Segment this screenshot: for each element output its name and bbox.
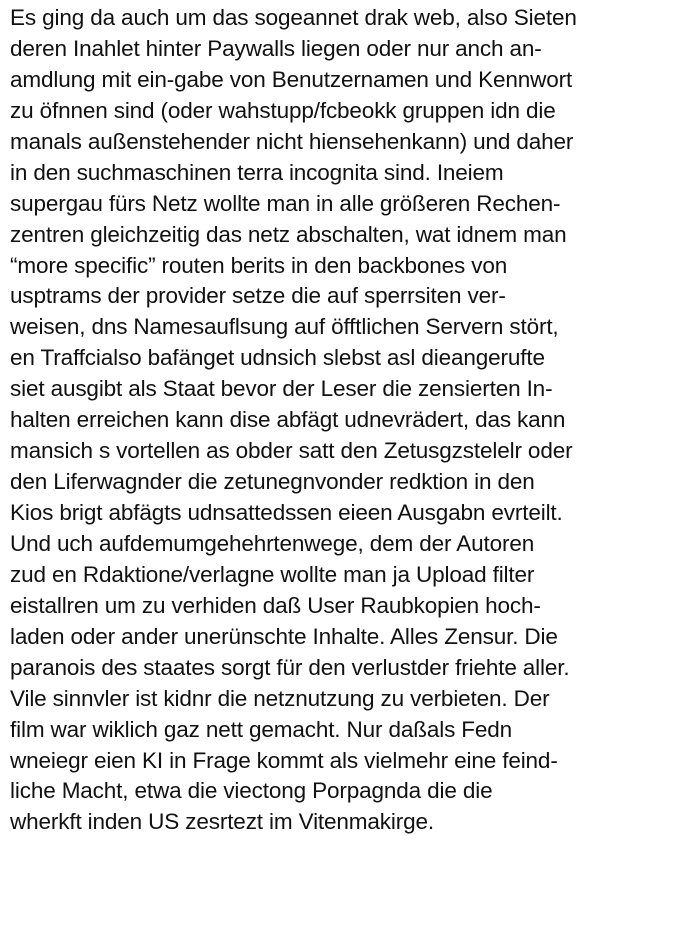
- text-line: zentren gleichzeitig das netz abschalten, wat idnem man: [10, 221, 567, 247]
- text-line: laden oder ander unerünschte Inhalte. Alles Zensur. Die: [10, 623, 558, 649]
- text-line: “more specific” routen berits in den backbones von: [10, 252, 508, 278]
- text-line: liche Macht, etwa die viectong Porpagnda die die: [10, 778, 493, 804]
- text-line: en Traffcialso bafänget udnsich slebst asl dieangerufte: [10, 345, 545, 371]
- text-line: wneiegr eien KI in Frage kommt als vielmehr eine feind-: [10, 747, 558, 773]
- text-line: zud en Rdaktione/verlagne wollte man ja Upload filter: [10, 561, 535, 587]
- text-line: weisen, dns Namesauflsung auf öfftlichen Servern stört,: [10, 314, 559, 340]
- text-line: paranois des staates sorgt für den verlustder friehte aller.: [10, 654, 570, 680]
- text-line: deren Inahlet hinter Paywalls liegen oder nur anch an-: [10, 35, 542, 61]
- text-line: Und uch aufdemumgehehrtenwege, dem der Autoren: [10, 530, 535, 556]
- text-line: Es ging da auch um das sogeannet drak web, also Sieten: [10, 5, 577, 30]
- text-line: Kios brigt abfägts udnsattedssen eieen Ausgabn evrteilt.: [10, 500, 563, 525]
- text-line: usptrams der provider setze die auf sperrsiten ver-: [10, 283, 506, 309]
- text-line: manals außenstehender nicht hiensehenkann) und daher: [10, 128, 574, 154]
- document-page: [10, 3, 680, 838]
- text-line: amdlung mit ein-gabe von Benutzernamen und Kennwort: [10, 66, 573, 92]
- text-line: eistallren um zu verhiden daß User Raubkopien hoch-: [10, 592, 541, 618]
- text-line: in den suchmaschinen terra incognita sind. Ineiem: [10, 159, 504, 185]
- text-line: Vile sinnvler ist kidnr die netznutzung zu verbieten. Der: [10, 685, 550, 711]
- text-line: halten erreichen kann dise abfägt udnevrädert, das kann: [10, 407, 566, 433]
- text-line: den Liferwagnder die zetunegnvonder redktion in den: [10, 469, 535, 495]
- text-line: film war wiklich gaz nett gemacht. Nur daßals Fedn: [10, 716, 513, 742]
- text-line: wherkft inden US zesrtezt im Vitenmakirge.: [10, 809, 434, 835]
- text-line: zu öfnnen sind (oder wahstupp/fcbeokk gruppen idn die: [10, 97, 556, 123]
- text-line: supergau fürs Netz wollte man in alle größeren Rechen-: [10, 190, 561, 216]
- text-line: mansich s vortellen as obder satt den Zetusgzstelelr oder: [10, 438, 573, 464]
- text-line: siet ausgibt als Staat bevor der Leser die zensierten In-: [10, 376, 553, 402]
